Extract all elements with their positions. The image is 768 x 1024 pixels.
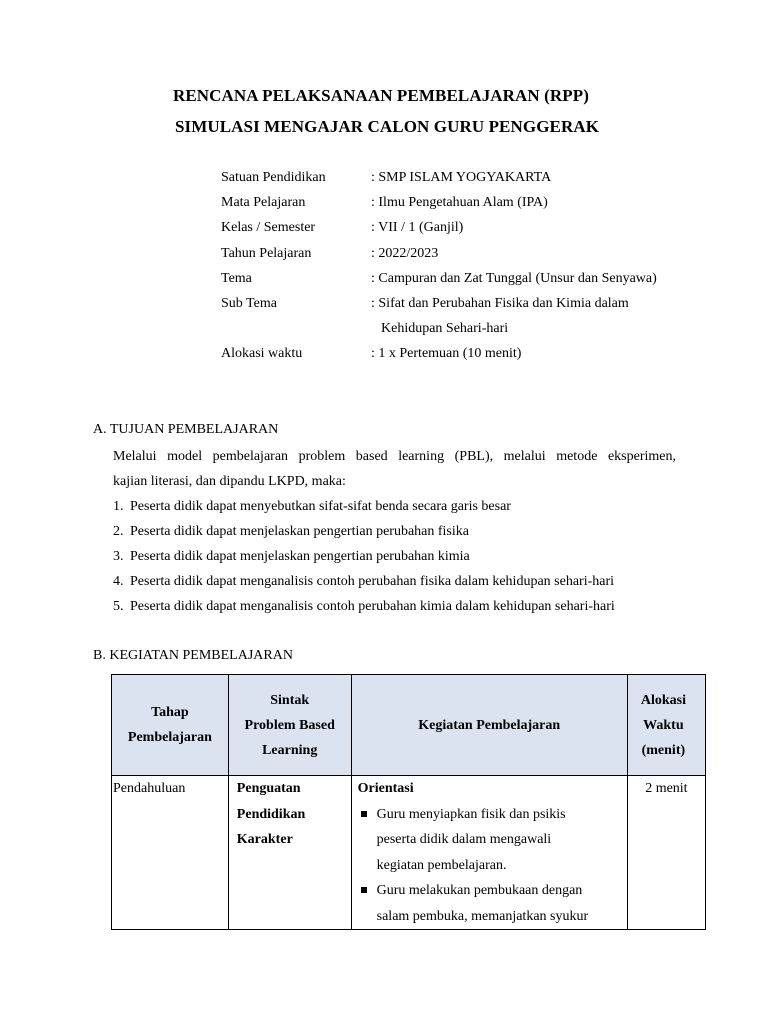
info-label: Satuan Pendidikan — [221, 170, 326, 185]
info-value-continuation: Kehidupan Sehari-hari — [381, 321, 509, 336]
cell-alokasi: 2 menit — [627, 776, 705, 930]
info-label: Kelas / Semester — [221, 220, 316, 235]
cell-kegiatan — [351, 776, 627, 930]
list-item: Guru menyiapkan fisik dan psikis peserta didik dalam mengawali kegiatan pembelajaran. — [358, 802, 627, 879]
section-a-intro — [113, 444, 676, 494]
document-subtitle: SIMULASI MENGAJAR CALON GURU PENGGERAK — [174, 117, 600, 136]
header-tahap: Tahap Pembelajaran — [112, 675, 229, 776]
info-value: : Ilmu Pengetahuan Alam (IPA) — [371, 195, 548, 210]
intro-line: kajian literasi, dan dipandu LKPD, maka: — [113, 474, 346, 489]
list-item: 1. Peserta didik dapat menyebutkan sifat-sifat benda secara garis besar — [113, 499, 511, 514]
cell-sintak: Penguatan Pendidikan Karakter — [228, 776, 351, 930]
info-value: : SMP ISLAM YOGYAKARTA — [371, 170, 552, 185]
info-label: Mata Pelajaran — [221, 195, 306, 210]
list-item: Guru melakukan pembukaan dengan salam pembuka, memanjatkan syukur — [358, 878, 627, 929]
activities-table — [111, 674, 706, 930]
document-title: RENCANA PELAKSANAAN PEMBELAJARAN (RPP) — [172, 86, 590, 105]
list-item: 4. Peserta didik dapat menganalisis contoh perubahan fisika dalam kehidupan sehari-hari — [113, 574, 615, 589]
info-label: Sub Tema — [221, 296, 277, 311]
section-a-heading: A. TUJUAN PEMBELAJARAN — [93, 422, 279, 437]
section-b-heading: B. KEGIATAN PEMBELAJARAN — [93, 648, 293, 663]
list-item: 2. Peserta didik dapat menjelaskan pengertian perubahan fisika — [113, 524, 469, 539]
info-value — [371, 296, 629, 337]
intro-line: Melalui model pembelajaran problem based learning (PBL), melalui metode eksperimen, — [113, 449, 676, 464]
info-label: Alokasi waktu — [221, 346, 303, 361]
info-label: Tema — [221, 271, 252, 286]
info-value: : VII / 1 (Ganjil) — [371, 220, 464, 235]
list-item: 3. Peserta didik dapat menjelaskan pengertian perubahan kimia — [113, 549, 470, 564]
info-value: : 1 x Pertemuan (10 menit) — [371, 346, 522, 361]
header-sintak: Sintak Problem Based Learning — [228, 675, 351, 776]
orientasi-label: Orientasi — [357, 781, 414, 796]
table-row — [112, 776, 706, 930]
header-alokasi: Alokasi Waktu (menit) — [627, 675, 705, 776]
table-header-row — [112, 675, 706, 776]
list-item: 5. Peserta didik dapat menganalisis contoh perubahan kimia dalam kehidupan sehari-hari — [113, 599, 615, 614]
activity-bullets — [358, 802, 627, 930]
info-value-line: : Sifat dan Perubahan Fisika dan Kimia dalam — [371, 296, 629, 311]
header-kegiatan: Kegiatan Pembelajaran — [351, 675, 627, 776]
info-label: Tahun Pelajaran — [221, 246, 312, 261]
cell-tahap: Pendahuluan — [112, 776, 229, 930]
objectives-list — [113, 494, 615, 619]
info-value: : Campuran dan Zat Tunggal (Unsur dan Senyawa) — [371, 271, 657, 286]
info-value: : 2022/2023 — [371, 246, 439, 261]
